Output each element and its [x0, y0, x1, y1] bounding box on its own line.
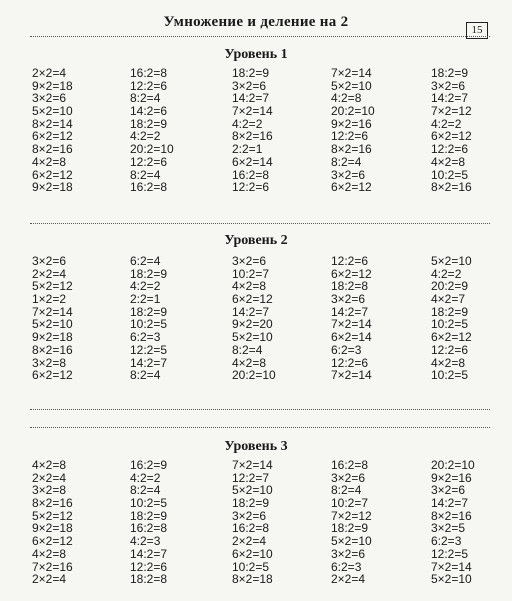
exercise-item: 20:2=10 [232, 368, 276, 383]
exercise-item: 2×2=4 [32, 572, 67, 587]
exercise-item: 3×2=6 [431, 483, 466, 498]
level-title: Уровень 1 [224, 47, 288, 62]
exercise-item: 16:2=8 [232, 167, 270, 182]
exercise-item: 3×2=6 [32, 254, 67, 268]
exercise-column [331, 67, 375, 194]
exercise-item: 18:2=8 [130, 572, 168, 587]
exercise-column [232, 67, 273, 194]
exercise-item: 3×2=6 [331, 167, 366, 182]
exercise-item: 12:2=6 [431, 142, 469, 157]
exercise-item: 7×2=12 [331, 508, 372, 523]
exercise-item: 9×2=18 [32, 521, 73, 536]
exercise-item: 6:2=3 [431, 534, 462, 549]
exercise-item: 4×2=8 [431, 355, 466, 370]
exercise-item: 9×2=16 [431, 470, 472, 485]
exercise-item: 9×2=20 [232, 317, 273, 332]
exercise-item: 4×2=8 [32, 154, 67, 169]
exercise-item: 5×2=12 [32, 279, 73, 294]
exercise-column [32, 459, 73, 586]
exercise-item: 4×2=8 [32, 546, 67, 561]
exercise-item: 14:2=7 [130, 355, 168, 370]
exercise-item: 20:2=10 [130, 142, 174, 157]
exercise-item: 8×2=16 [431, 508, 472, 523]
exercise-item: 3×2=6 [331, 546, 366, 561]
exercise-item: 9×2=18 [32, 180, 73, 195]
exercise-item: 18:2=9 [331, 521, 369, 536]
exercise-item: 6:2=3 [331, 342, 362, 357]
exercise-item: 6×2=12 [431, 129, 472, 144]
exercise-item: 3×2=6 [331, 470, 366, 485]
exercise-item: 8×2=18 [232, 572, 273, 587]
exercise-item: 8:2=4 [130, 91, 161, 106]
exercise-item: 14:2=7 [331, 304, 369, 319]
exercise-item: 6×2=10 [232, 546, 273, 561]
exercise-item: 5×2=10 [431, 254, 472, 268]
exercise-item: 3×2=6 [331, 292, 366, 307]
exercise-column [431, 459, 475, 586]
exercise-item: 5×2=10 [331, 534, 372, 549]
exercise-item: 8×2=16 [331, 142, 372, 157]
exercise-item: 4×2=7 [431, 292, 466, 307]
exercise-column [331, 459, 372, 586]
exercise-item: 10:2=7 [331, 496, 369, 511]
exercise-column [32, 255, 73, 382]
exercise-item: 8×2=14 [32, 116, 73, 131]
exercise-item: 12:2=7 [232, 470, 270, 485]
exercise-item: 12:2=6 [331, 355, 369, 370]
exercise-column [32, 67, 73, 194]
exercise-item: 14:2=7 [232, 91, 270, 106]
exercise-item: 20:2=9 [431, 279, 469, 294]
exercise-item: 12:2=6 [130, 154, 168, 169]
exercise-item: 10:2=5 [130, 317, 168, 332]
exercise-item: 18:2=8 [331, 279, 369, 294]
exercise-item: 2×2=4 [32, 66, 67, 80]
exercise-item: 5×2=10 [32, 317, 73, 332]
exercise-item: 8×2=16 [32, 142, 73, 157]
exercise-item: 10:2=5 [431, 368, 469, 383]
exercise-item: 10:2=5 [431, 167, 469, 182]
exercise-item: 6:2=3 [130, 330, 161, 345]
exercise-item: 4:2=2 [232, 116, 263, 131]
exercise-item: 14:2=7 [130, 546, 168, 561]
exercise-item: 5×2=10 [232, 483, 273, 498]
exercise-item: 9×2=18 [32, 330, 73, 345]
exercise-item: 6×2=12 [331, 180, 372, 195]
exercise-item: 3×2=8 [32, 483, 67, 498]
exercise-item: 6×2=12 [32, 167, 73, 182]
exercise-item: 18:2=9 [130, 508, 168, 523]
exercise-item: 16:2=8 [331, 458, 369, 472]
exercise-column [431, 255, 472, 382]
exercise-item: 8:2=4 [130, 368, 161, 383]
exercise-item: 7×2=14 [32, 304, 73, 319]
exercise-item: 7×2=14 [431, 559, 472, 574]
exercise-item: 5×2=10 [32, 104, 73, 119]
level-title: Уровень 2 [224, 233, 288, 248]
exercise-item: 10:2=5 [431, 317, 469, 332]
exercise-item: 2×2=4 [32, 266, 67, 281]
exercise-item: 16:2=8 [130, 521, 168, 536]
exercise-item: 1×2=2 [32, 292, 67, 307]
exercise-item: 9×2=16 [331, 116, 372, 131]
exercise-item: 6×2=12 [32, 368, 73, 383]
divider-dotted [30, 36, 490, 37]
exercise-column [431, 67, 472, 194]
exercise-item: 4:2=3 [130, 534, 161, 549]
exercise-item: 7×2=14 [331, 317, 372, 332]
exercise-item: 8×2=16 [32, 496, 73, 511]
exercise-item: 8:2=4 [232, 342, 263, 357]
exercise-item: 6×2=12 [232, 292, 273, 307]
exercise-item: 16:2=9 [130, 458, 168, 472]
exercise-item: 9×2=18 [32, 78, 73, 93]
exercise-item: 4:2=2 [431, 116, 462, 131]
exercise-item: 12:2=6 [431, 342, 469, 357]
exercise-item: 12:2=6 [331, 129, 369, 144]
exercise-item: 8:2=4 [130, 167, 161, 182]
page-number-box: 15 [466, 22, 488, 39]
exercise-item: 20:2=10 [331, 104, 375, 119]
exercise-item: 7×2=14 [331, 368, 372, 383]
exercise-item: 4:2=2 [130, 279, 161, 294]
exercise-item: 7×2=16 [32, 559, 73, 574]
exercise-item: 12:2=5 [431, 546, 469, 561]
exercise-item: 3×2=6 [431, 78, 466, 93]
exercise-item: 4×2=8 [232, 355, 267, 370]
exercise-item: 12:2=5 [130, 342, 168, 357]
exercise-item: 5×2=10 [331, 78, 372, 93]
exercise-item: 16:2=8 [130, 180, 168, 195]
exercise-item: 8×2=16 [431, 180, 472, 195]
exercise-item: 7×2=14 [331, 66, 372, 80]
exercise-item: 10:2=7 [232, 266, 270, 281]
exercise-item: 5×2=12 [32, 508, 73, 523]
exercise-item: 18:2=9 [431, 304, 469, 319]
exercise-item: 6×2=12 [431, 330, 472, 345]
exercise-column [331, 255, 372, 382]
exercise-item: 3×2=6 [232, 78, 267, 93]
exercise-column [232, 459, 273, 586]
exercise-item: 3×2=6 [232, 254, 267, 268]
exercise-item: 7×2=14 [232, 458, 273, 472]
exercise-item: 6×2=14 [232, 154, 273, 169]
exercise-item: 6×2=14 [331, 330, 372, 345]
exercise-item: 3×2=6 [232, 508, 267, 523]
exercise-item: 4:2=2 [130, 129, 161, 144]
exercise-item: 6×2=12 [331, 266, 372, 281]
exercise-item: 4×2=8 [232, 279, 267, 294]
exercise-item: 14:2=7 [431, 91, 469, 106]
exercise-item: 5×2=10 [431, 572, 472, 587]
exercise-item: 6:2=4 [130, 254, 161, 268]
exercise-item: 20:2=10 [431, 458, 475, 472]
exercise-item: 5×2=10 [232, 330, 273, 345]
exercise-item: 16:2=8 [130, 66, 168, 80]
exercise-item: 14:2=6 [130, 104, 168, 119]
exercise-item: 8:2=4 [331, 483, 362, 498]
exercise-item: 8×2=16 [232, 129, 273, 144]
exercise-item: 3×2=5 [431, 521, 466, 536]
exercise-item: 8:2=4 [331, 154, 362, 169]
exercise-item: 2×2=4 [232, 534, 267, 549]
exercise-item: 14:2=7 [431, 496, 469, 511]
exercise-item: 2×2=4 [32, 470, 67, 485]
exercise-item: 4:2=2 [431, 266, 462, 281]
exercise-item: 4:2=8 [331, 91, 362, 106]
exercise-item: 18:2=9 [130, 266, 168, 281]
exercise-item: 6:2=3 [331, 559, 362, 574]
exercise-item: 14:2=7 [232, 304, 270, 319]
exercise-item: 16:2=8 [232, 521, 270, 536]
exercise-column [130, 459, 167, 586]
exercise-item: 6×2=12 [32, 129, 73, 144]
page-title: Умножение и деление на 2 [163, 14, 349, 30]
exercise-item: 18:2=9 [431, 66, 469, 80]
exercise-column [130, 67, 174, 194]
exercise-item: 8×2=16 [32, 342, 73, 357]
exercise-item: 7×2=12 [431, 104, 472, 119]
exercise-column [130, 255, 167, 382]
exercise-column [232, 255, 276, 382]
exercise-item: 10:2=5 [130, 496, 168, 511]
exercise-item: 12:2=6 [331, 254, 369, 268]
exercise-item: 8:2=4 [130, 483, 161, 498]
divider-dotted [30, 223, 490, 224]
exercise-item: 2:2=1 [232, 142, 263, 157]
exercise-item: 12:2=6 [130, 559, 168, 574]
exercise-item: 6×2=12 [32, 534, 73, 549]
level-title: Уровень 3 [224, 439, 288, 454]
exercise-item: 18:2=9 [232, 66, 270, 80]
divider-dotted [30, 427, 490, 428]
divider-dotted [30, 409, 490, 410]
exercise-item: 18:2=9 [130, 304, 168, 319]
exercise-item: 4×2=8 [32, 458, 67, 472]
exercise-item: 18:2=9 [130, 116, 168, 131]
exercise-item: 12:2=6 [130, 78, 168, 93]
exercise-item: 4×2=8 [431, 154, 466, 169]
exercise-item: 12:2=6 [232, 180, 270, 195]
exercise-item: 3×2=8 [32, 355, 67, 370]
exercise-item: 4:2=2 [130, 470, 161, 485]
exercise-item: 2:2=1 [130, 292, 161, 307]
exercise-item: 18:2=9 [232, 496, 270, 511]
exercise-item: 3×2=6 [32, 91, 67, 106]
exercise-item: 7×2=14 [232, 104, 273, 119]
exercise-item: 10:2=5 [232, 559, 270, 574]
exercise-item: 2×2=4 [331, 572, 366, 587]
